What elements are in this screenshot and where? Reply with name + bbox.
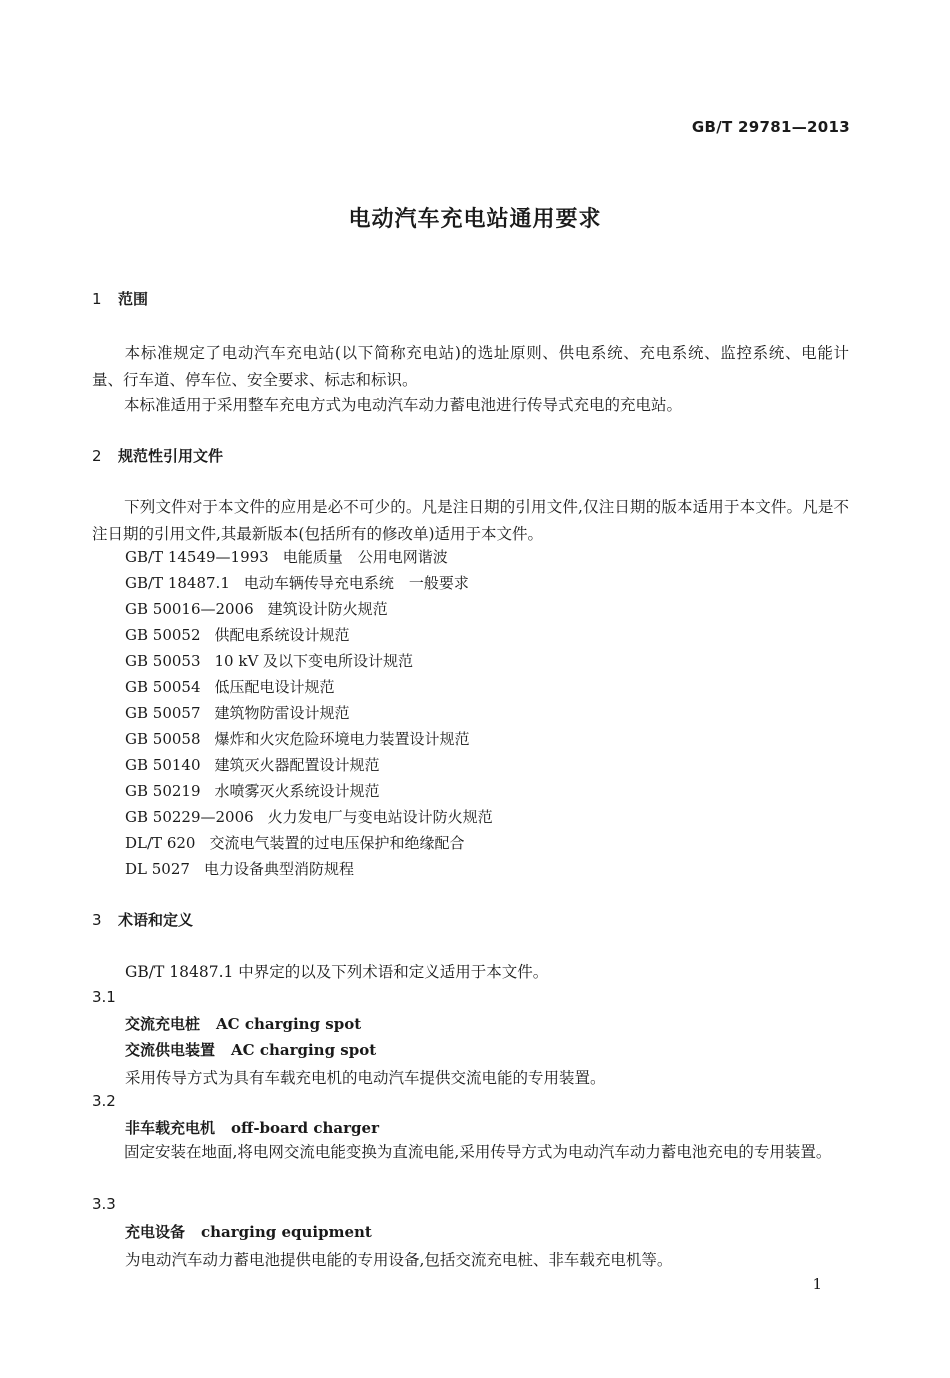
section-title: 规范性引用文件 [118, 447, 224, 465]
reference-item: GB 50058 爆炸和火灾危险环境电力装置设计规范 [125, 730, 470, 748]
normative-references-intro: 下列文件对于本文件的应用是必不可少的。凡是注日期的引用文件,仅注日期的版本适用于本文件。凡是不注日期的引用文件,其最新版本(包括所有的修改单)适用于本文件。 [92, 498, 849, 543]
reference-item: GB 50140 建筑灭火器配置设计规范 [125, 756, 380, 774]
term-number: 3.2 [92, 1092, 116, 1110]
reference-item: GB 50219 水喷雾灭火系统设计规范 [125, 782, 380, 800]
reference-item: GB 50053 10 kV 及以下变电所设计规范 [125, 652, 414, 670]
reference-item: GB/T 18487.1 电动车辆传导充电系统 一般要求 [125, 574, 469, 592]
reference-item: GB 50229—2006 火力发电厂与变电站设计防火规范 [125, 808, 493, 826]
scope-paragraph-2: 本标准适用于采用整车充电方式为电动汽车动力蓄电池进行传导式充电的充电站。 [124, 396, 683, 414]
section-1-heading [92, 288, 148, 309]
section-3-heading [92, 909, 193, 930]
page-number: 1 [812, 1275, 822, 1293]
section-number: 1 [92, 290, 102, 308]
term-number: 3.3 [92, 1195, 116, 1213]
section-number: 2 [92, 447, 102, 465]
term-heading: 交流充电桩 AC charging spot [125, 1015, 362, 1033]
term-definition: 采用传导方式为具有车载充电机的电动汽车提供交流电能的专用装置。 [125, 1069, 606, 1087]
term-number: 3.1 [92, 988, 116, 1006]
reference-item: GB 50054 低压配电设计规范 [125, 678, 335, 696]
term-synonym-heading: 交流供电装置 AC charging spot [125, 1041, 377, 1059]
term-definition: 固定安装在地面,将电网交流电能变换为直流电能,采用传导方式为电动汽车动力蓄电池充电的专用装置。 [124, 1143, 832, 1161]
section-number: 3 [92, 911, 102, 929]
reference-item: GB 50016—2006 建筑设计防火规范 [125, 600, 388, 618]
scope-paragraph-1: 本标准规定了电动汽车充电站(以下简称充电站)的选址原则、供电系统、充电系统、监控系统、电能计量、行车道、停车位、安全要求、标志和标识。 [92, 344, 849, 389]
section-title: 范围 [118, 290, 149, 308]
section-title: 术语和定义 [118, 911, 194, 929]
reference-item: GB 50057 建筑物防雷设计规范 [125, 704, 350, 722]
terms-intro: GB/T 18487.1 中界定的以及下列术语和定义适用于本文件。 [125, 963, 549, 981]
term-heading: 非车载充电机 off-board charger [125, 1119, 379, 1137]
reference-item: GB/T 14549—1993 电能质量 公用电网谐波 [125, 548, 448, 566]
standard-code: GB/T 29781—2013 [691, 118, 850, 136]
term-heading: 充电设备 charging equipment [125, 1223, 372, 1241]
section-2-heading [92, 445, 223, 466]
reference-item: DL/T 620 交流电气装置的过电压保护和绝缘配合 [125, 834, 465, 852]
reference-item: GB 50052 供配电系统设计规范 [125, 626, 350, 644]
reference-item: DL 5027 电力设备典型消防规程 [125, 860, 354, 878]
document-title: 电动汽车充电站通用要求 [348, 207, 602, 232]
term-definition: 为电动汽车动力蓄电池提供电能的专用设备,包括交流充电桩、非车载充电机等。 [125, 1251, 673, 1269]
